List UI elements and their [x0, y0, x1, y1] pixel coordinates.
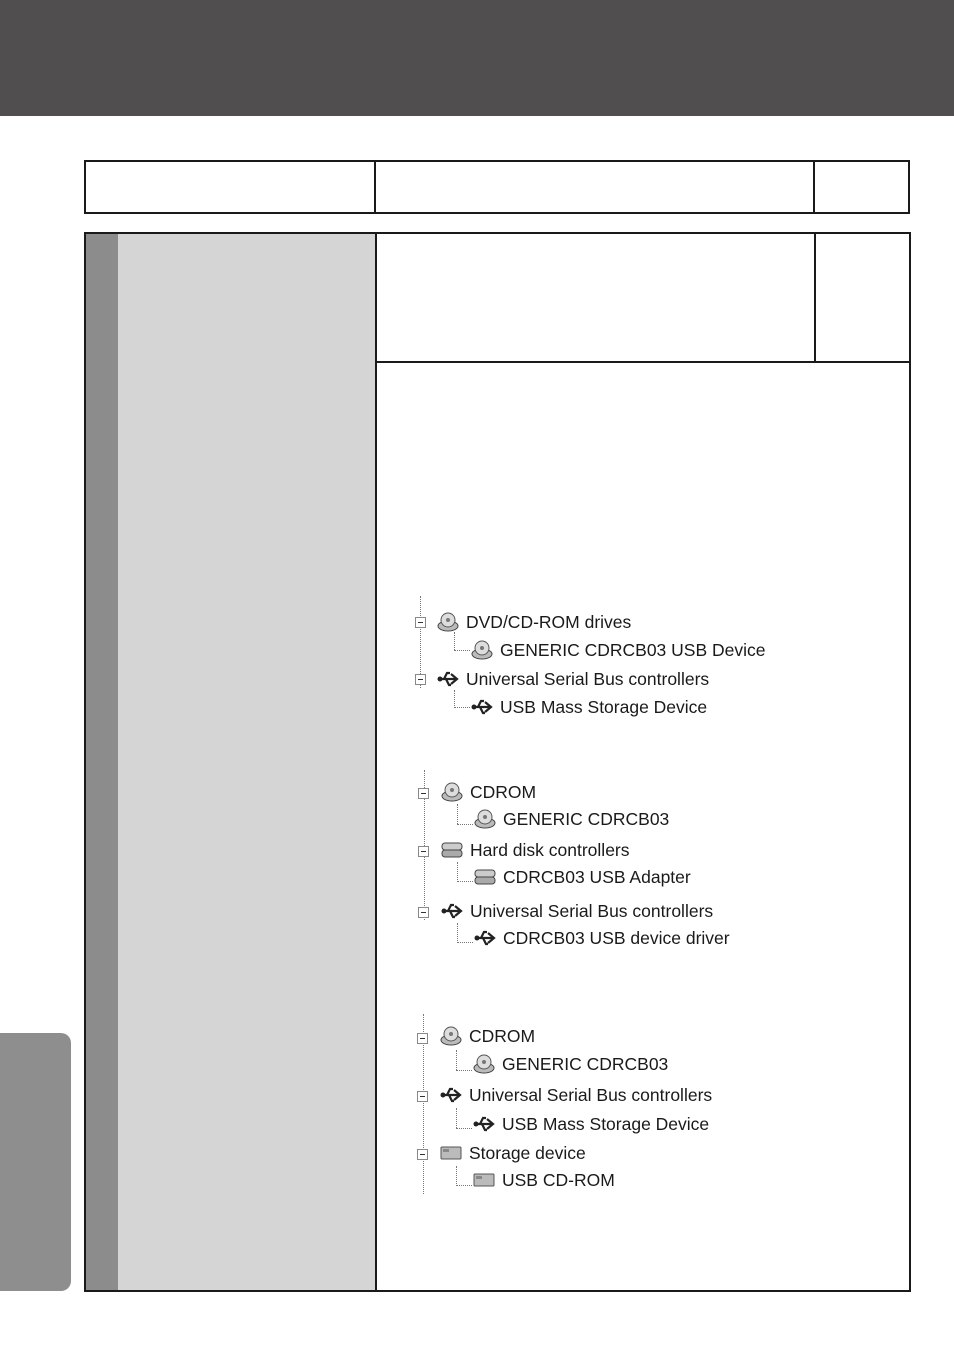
tree-node[interactable] [470, 638, 765, 662]
header-divider-1 [374, 162, 376, 212]
tree-node-label: USB Mass Storage Device [500, 696, 708, 717]
device-tree-3 [410, 1014, 810, 1199]
tree-node-label: CDRCB03 USB device driver [503, 927, 730, 948]
column-divider [375, 234, 377, 1290]
tree-node[interactable] [439, 1024, 535, 1048]
tree-node[interactable] [472, 1112, 709, 1136]
cdrom-drive-icon [472, 1053, 496, 1075]
cdrom-drive-icon [440, 781, 464, 803]
tree-node[interactable] [472, 1168, 615, 1192]
tree-node[interactable] [440, 838, 630, 862]
tree-node-label: CDROM [470, 781, 537, 802]
tree-node-label: Universal Serial Bus controllers [466, 668, 710, 689]
cell-divider [814, 234, 816, 362]
device-tree-1 [410, 596, 810, 726]
tree-node-label: USB CD-ROM [502, 1169, 615, 1190]
gray-strip [86, 234, 118, 1290]
usb-icon [439, 1084, 463, 1106]
tree-node[interactable] [472, 1052, 668, 1076]
row-divider [375, 361, 909, 363]
tree-node[interactable] [436, 667, 709, 691]
tree-node-label: DVD/CD-ROM drives [466, 611, 632, 632]
usb-icon [470, 696, 494, 718]
usb-icon [473, 927, 497, 949]
tree-node-label: CDRCB03 USB Adapter [503, 866, 691, 887]
tree-node[interactable] [439, 1083, 712, 1107]
cdrom-drive-icon [473, 808, 497, 830]
top-banner [0, 0, 954, 116]
cdrom-drive-icon [470, 639, 494, 661]
tree-node[interactable] [470, 695, 707, 719]
header-divider-2 [813, 162, 815, 212]
tree-node[interactable] [473, 807, 669, 831]
tree-node-label: GENERIC CDRCB03 [502, 1053, 669, 1074]
tree-node-label: Universal Serial Bus controllers [469, 1084, 713, 1105]
tree-node[interactable] [473, 926, 730, 950]
tree-node[interactable] [440, 780, 536, 804]
usb-icon [440, 900, 464, 922]
tree-node[interactable] [439, 1141, 586, 1165]
hard-disk-controller-icon [440, 839, 464, 861]
hard-disk-controller-icon [473, 866, 497, 888]
header-table [84, 160, 910, 214]
tree-node-label: USB Mass Storage Device [502, 1113, 710, 1134]
storage-device-icon [439, 1142, 463, 1164]
cdrom-drive-icon [436, 611, 460, 633]
tree-node-label: CDROM [469, 1025, 536, 1046]
tree-node-label: Storage device [469, 1142, 586, 1163]
tree-node-label: Hard disk controllers [470, 839, 630, 860]
storage-device-icon [472, 1169, 496, 1191]
side-tab [0, 1033, 71, 1291]
tree-node[interactable] [440, 899, 713, 923]
usb-icon [436, 668, 460, 690]
tree-node-label: GENERIC CDRCB03 USB Device [500, 639, 766, 660]
device-tree-2 [410, 770, 810, 960]
tree-node[interactable] [436, 610, 631, 634]
tree-node[interactable] [473, 865, 691, 889]
gray-panel [118, 234, 375, 1290]
tree-node-label: GENERIC CDRCB03 [503, 808, 670, 829]
tree-node-label: Universal Serial Bus controllers [470, 900, 714, 921]
cdrom-drive-icon [439, 1025, 463, 1047]
usb-icon [472, 1113, 496, 1135]
